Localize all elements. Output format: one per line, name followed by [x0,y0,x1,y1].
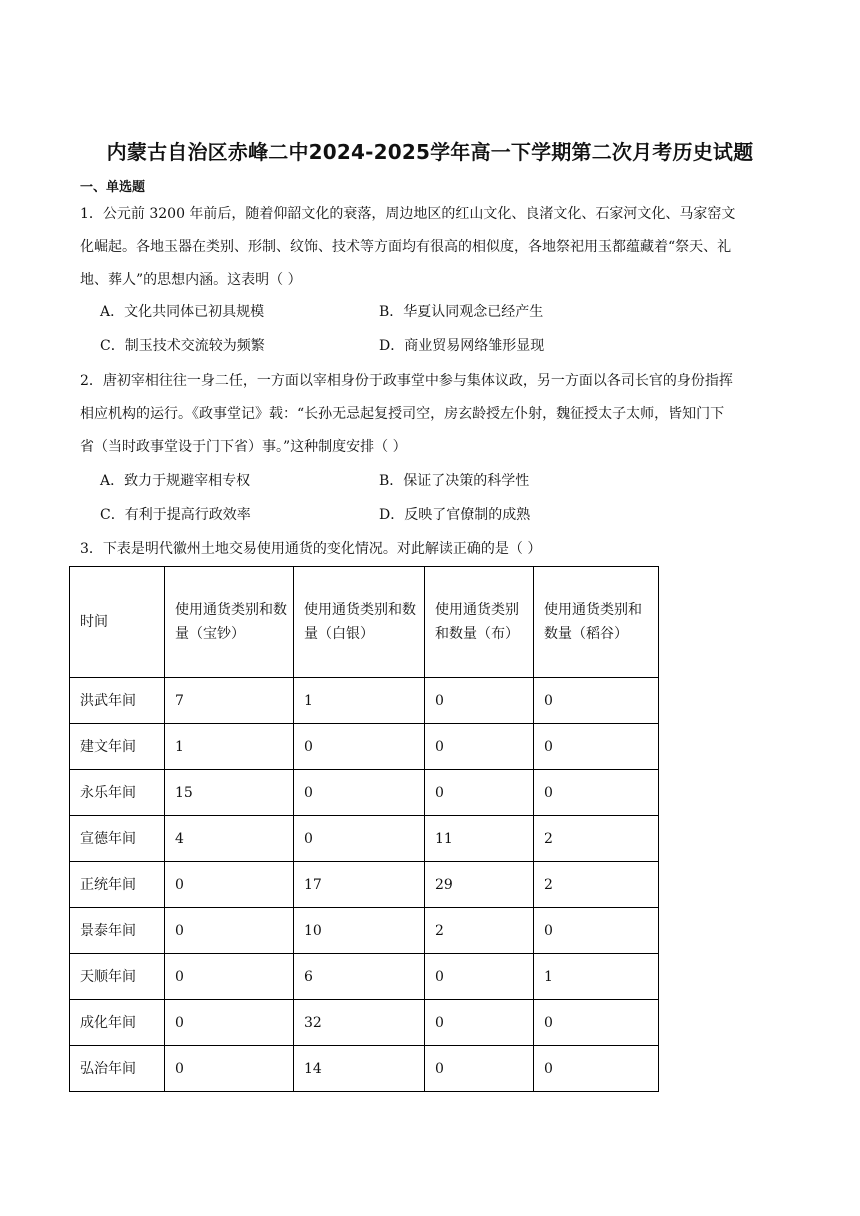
question-2-line-1: 2．唐初宰相往往一身二任，一方面以宰相身份于政事堂中参与集体议政，另一方面以各司长官的身份指挥 [80,373,733,389]
question-1-option-b: B．华夏认同观念已经产生 [379,304,544,320]
table-row [70,770,659,816]
table-cell: 宣德年间 [70,816,165,862]
table-cell: 15 [165,770,294,816]
question-2-option-b: B．保证了决策的科学性 [379,473,530,489]
table-cell: 景泰年间 [70,908,165,954]
table-cell: 0 [294,816,425,862]
question-2-stem [80,365,792,464]
question-1-line-1: 1．公元前 3200 年前后，随着仰韶文化的衰落，周边地区的红山文化、良渚文化、石家河文化、马家窑文 [80,206,736,222]
table-row [70,724,659,770]
question-1-option-a: A．文化共同体已初具规模 [100,304,265,320]
table-row [70,1000,659,1046]
table-cell: 0 [425,1000,534,1046]
table-cell: 弘治年间 [70,1046,165,1092]
table-cell: 0 [425,770,534,816]
table-cell: 洪武年间 [70,678,165,724]
table-cell: 0 [534,908,659,954]
table-cell: 0 [534,770,659,816]
table-cell: 4 [165,816,294,862]
table-row [70,1046,659,1092]
table-row [70,908,659,954]
table-header-cell: 时间 [70,567,165,678]
table-cell: 0 [165,1000,294,1046]
table-cell: 2 [534,862,659,908]
table-header-cell: 使用通货类别和数量（布） [425,567,534,678]
table-cell: 10 [294,908,425,954]
table-cell: 0 [534,724,659,770]
table-cell: 1 [534,954,659,1000]
question-2-option-d: D．反映了官僚制的成熟 [379,507,531,523]
question-2-line-2: 相应机构的运行。《政事堂记》载：“长孙无忌起复授司空，房玄龄授左仆射，魏征授太子太师，皆知门下 [80,406,725,422]
question-2-option-a: A．致力于规避宰相专权 [100,473,251,489]
table-cell: 2 [534,816,659,862]
table-row [70,954,659,1000]
table-cell: 0 [425,1046,534,1092]
table-cell: 2 [425,908,534,954]
table-cell: 1 [294,678,425,724]
table-cell: 29 [425,862,534,908]
question-1-stem [80,198,792,297]
table-header-cell: 使用通货类别和数量（稻谷） [534,567,659,678]
table-row [70,816,659,862]
table-cell: 天顺年间 [70,954,165,1000]
table-cell: 成化年间 [70,1000,165,1046]
table-cell: 0 [294,724,425,770]
table-cell: 0 [165,862,294,908]
question-2-option-c: C．有利于提高行政效率 [100,507,251,523]
page-title: 内蒙古自治区赤峰二中2024-2025学年高一下学期第二次月考历史试题 [106,140,754,164]
table-cell: 0 [425,724,534,770]
table-cell: 0 [294,770,425,816]
table-header-cell: 使用通货类别和数量（宝钞） [165,567,294,678]
table-cell: 11 [425,816,534,862]
table-header-row [70,567,659,678]
question-2-line-3: 省（当时政事堂设于门下省）事。”这种制度安排（ ） [80,439,407,455]
table-cell: 6 [294,954,425,1000]
table-cell: 0 [425,678,534,724]
question-3-stem [80,533,792,566]
table-cell: 0 [534,678,659,724]
question-1-line-3: 地、葬人”的思想内涵。这表明（ ） [80,272,302,288]
table-row [70,862,659,908]
table-cell: 17 [294,862,425,908]
question-1-option-d: D．商业贸易网络雏形显现 [379,338,545,354]
table-cell: 14 [294,1046,425,1092]
table-cell: 正统年间 [70,862,165,908]
table-cell: 7 [165,678,294,724]
table-cell: 建文年间 [70,724,165,770]
table-cell: 0 [165,1046,294,1092]
table-row [70,678,659,724]
table-cell: 1 [165,724,294,770]
question-1-line-2: 化崛起。各地玉器在类别、形制、纹饰、技术等方面均有很高的相似度，各地祭祀用玉都蕴藏着“祭天、礼 [80,239,732,255]
table-cell: 0 [534,1000,659,1046]
currency-table [69,566,659,1092]
table-cell: 32 [294,1000,425,1046]
question-1-option-c: C．制玉技术交流较为频繁 [100,338,265,354]
section-heading: 一、单选题 [80,180,146,195]
table-cell: 0 [425,954,534,1000]
table-cell: 永乐年间 [70,770,165,816]
question-3-line-1: 3．下表是明代徽州土地交易使用通货的变化情况。对此解读正确的是（ ） [80,541,542,557]
table-cell: 0 [165,908,294,954]
table-cell: 0 [534,1046,659,1092]
table-header-cell: 使用通货类别和数量（白银） [294,567,425,678]
table-cell: 0 [165,954,294,1000]
